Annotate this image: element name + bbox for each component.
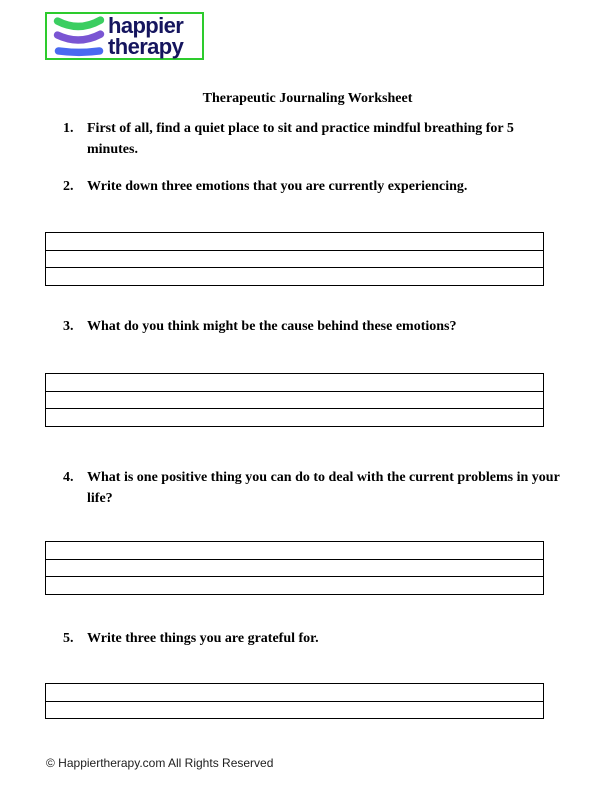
answer-box-1	[45, 232, 544, 286]
answer-line[interactable]	[46, 542, 543, 560]
logo-text-line1: happier	[108, 13, 184, 38]
page-title: Therapeutic Journaling Worksheet	[202, 91, 413, 106]
answer-line[interactable]	[46, 684, 543, 702]
answer-line[interactable]	[46, 251, 543, 269]
logo-arcs-icon	[51, 14, 107, 58]
question-text: What do you think might be the cause behind these emotions?	[87, 319, 457, 334]
logo-arc-bottom	[58, 51, 99, 52]
answer-line[interactable]	[46, 268, 543, 285]
logo-text-line2: therapy	[108, 34, 184, 59]
question-item-2	[63, 176, 565, 197]
question-number: 3.	[63, 319, 74, 334]
question-text: Write three things you are grateful for.	[87, 631, 319, 646]
answer-line[interactable]	[46, 577, 543, 594]
answer-line[interactable]	[46, 374, 543, 392]
answer-box-2	[45, 373, 544, 427]
question-text: Write down three emotions that you are currently experiencing.	[87, 179, 468, 194]
question-number: 2.	[63, 179, 74, 194]
answer-line[interactable]	[46, 409, 543, 426]
question-text: What is one positive thing you can do to deal with the current problems in your life?	[87, 470, 560, 506]
question-item-1	[63, 118, 565, 160]
question-number: 1.	[63, 121, 74, 136]
question-item-5	[63, 628, 565, 649]
logo-arc-middle	[58, 34, 101, 40]
answer-line[interactable]	[46, 233, 543, 251]
logo-arc-top	[58, 20, 101, 26]
logo-text	[108, 15, 183, 57]
logo	[45, 12, 204, 60]
answer-line[interactable]	[46, 392, 543, 410]
footer-copyright: © Happiertherapy.com All Rights Reserved	[46, 756, 274, 770]
question-item-3	[63, 316, 565, 337]
question-number: 4.	[63, 470, 74, 485]
answer-box-4	[45, 683, 544, 719]
question-item-4	[63, 467, 565, 509]
answer-line[interactable]	[46, 702, 543, 719]
answer-box-3	[45, 541, 544, 595]
question-text: First of all, find a quiet place to sit and practice mindful breathing for 5 minutes.	[87, 121, 514, 157]
answer-line[interactable]	[46, 560, 543, 578]
question-number: 5.	[63, 631, 74, 646]
